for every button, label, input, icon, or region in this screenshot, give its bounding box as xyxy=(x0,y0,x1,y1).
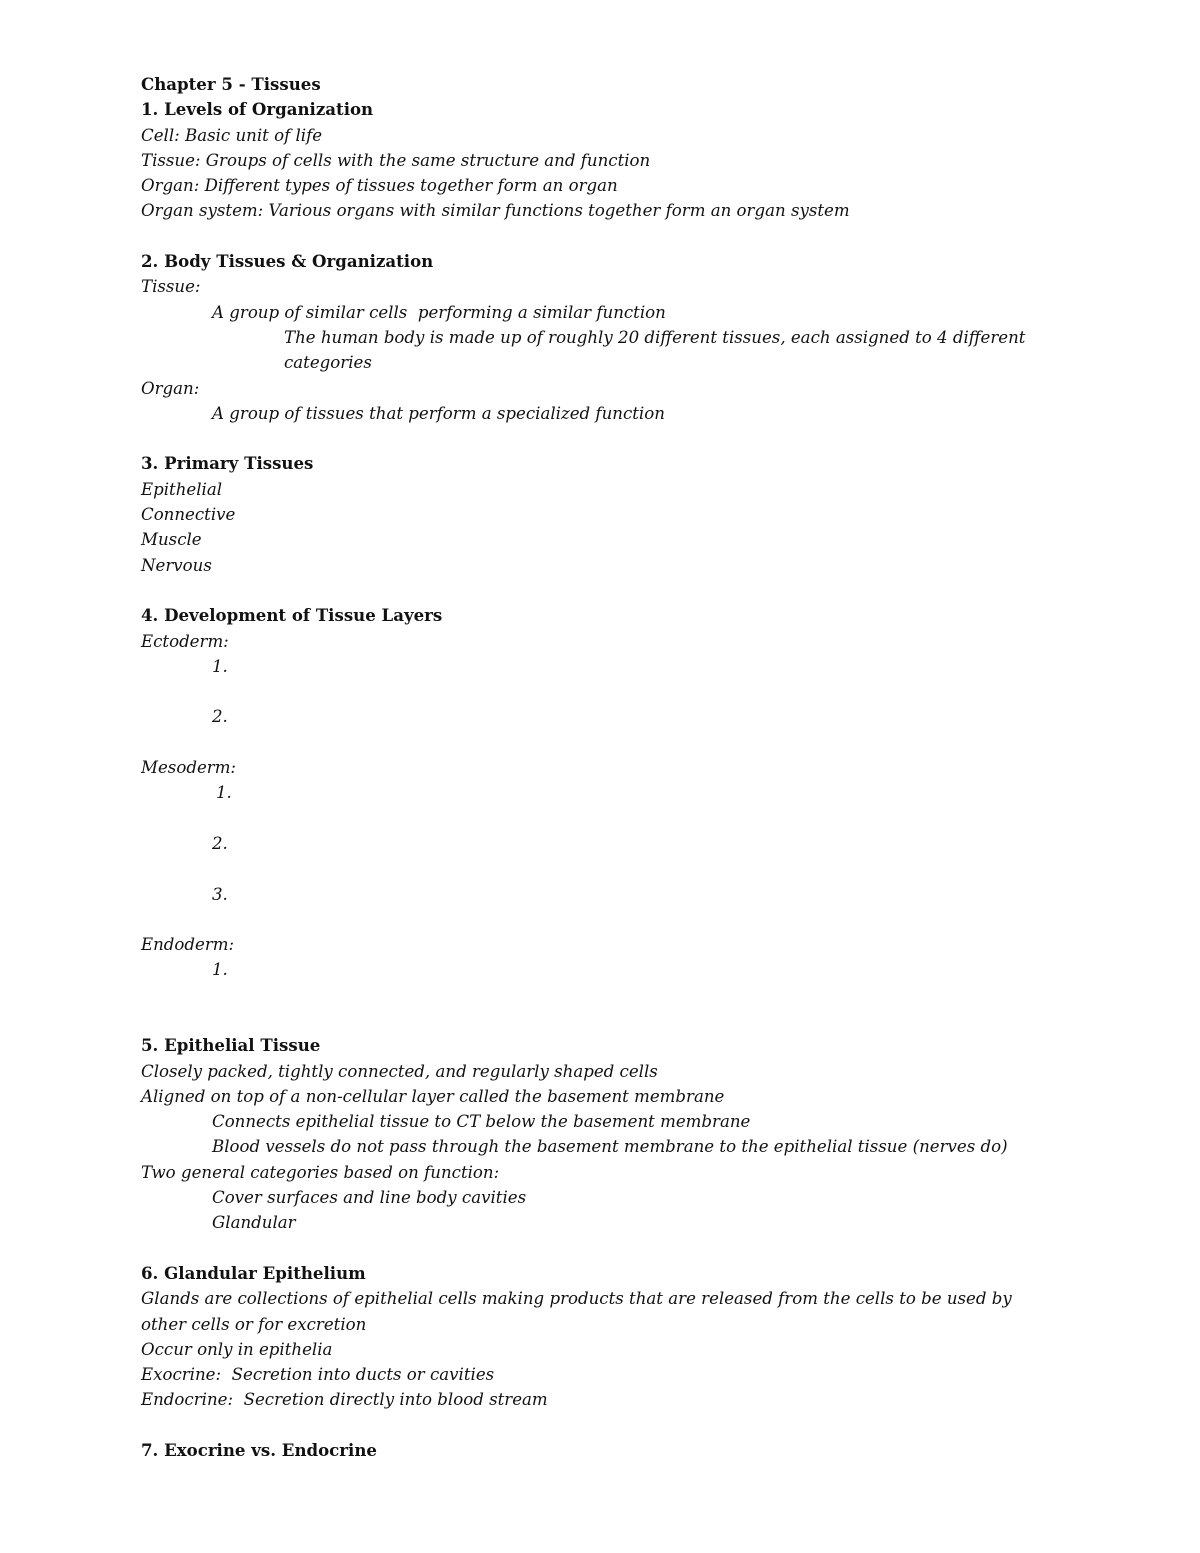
tissue-note-line: categories xyxy=(284,353,372,373)
ectoderm-label: Ectoderm: xyxy=(141,631,229,651)
section-heading-tissue-layers: 4. Development of Tissue Layers xyxy=(141,605,443,626)
blank-line xyxy=(141,806,1181,831)
endoderm-item: 1. xyxy=(212,960,228,980)
mesoderm-item: 2. xyxy=(212,833,228,853)
primary-tissue-item: Muscle xyxy=(141,530,202,550)
section-heading-glandular-epithelium: 6. Glandular Epithelium xyxy=(141,1262,366,1283)
organ-label: Organ: xyxy=(141,378,200,398)
document-content xyxy=(141,72,1181,1463)
tissue-label: Tissue: xyxy=(141,277,201,297)
endoderm-label: Endoderm: xyxy=(141,935,235,955)
section-heading-body-tissues: 2. Body Tissues & Organization xyxy=(141,251,434,272)
blank-line xyxy=(141,1413,1181,1438)
blank-line xyxy=(141,679,1181,704)
blank-line xyxy=(141,578,1181,603)
basement-membrane-note: Blood vessels do not pass through the basement membrane to the epithelial tissue (nerves do) xyxy=(212,1137,1008,1157)
blank-line xyxy=(141,1236,1181,1261)
tissue-definition: A group of similar cells performing a similar function xyxy=(212,302,666,322)
level-tissue: Tissue: Groups of cells with the same structure and function xyxy=(141,150,651,170)
level-cell: Cell: Basic unit of life xyxy=(141,125,323,145)
occur-line: Occur only in epithelia xyxy=(141,1339,333,1359)
ectoderm-item: 2. xyxy=(212,707,228,727)
mesoderm-label: Mesoderm: xyxy=(141,758,237,778)
endocrine-line: Endocrine: Secretion directly into blood stream xyxy=(141,1390,548,1410)
category-item: Cover surfaces and line body cavities xyxy=(212,1188,527,1208)
section-heading-exocrine-vs-endocrine: 7. Exocrine vs. Endocrine xyxy=(141,1440,377,1461)
mesoderm-item: 3. xyxy=(212,884,228,904)
level-organ: Organ: Different types of tissues together form an organ xyxy=(141,176,618,196)
category-item: Glandular xyxy=(212,1213,296,1233)
categories-label: Two general categories based on function: xyxy=(141,1162,500,1182)
primary-tissue-item: Epithelial xyxy=(141,479,223,499)
epithelial-line: Closely packed, tightly connected, and regularly shaped cells xyxy=(141,1061,658,1081)
organ-definition: A group of tissues that perform a specialized function xyxy=(212,403,665,423)
blank-line xyxy=(141,907,1181,932)
glands-line: other cells or for excretion xyxy=(141,1314,367,1334)
blank-line xyxy=(141,224,1181,249)
primary-tissue-item: Nervous xyxy=(141,555,212,575)
ectoderm-item: 1. xyxy=(212,656,228,676)
tissue-note-line: The human body is made up of roughly 20 different tissues, each assigned to 4 different xyxy=(284,327,1026,347)
glands-line: Glands are collections of epithelial cells making products that are released from the cells to be used by xyxy=(141,1289,1012,1309)
blank-line xyxy=(141,983,1181,1008)
blank-line xyxy=(141,426,1181,451)
blank-line xyxy=(141,1008,1181,1033)
section-heading-primary-tissues: 3. Primary Tissues xyxy=(141,453,314,474)
exocrine-line: Exocrine: Secretion into ducts or cavities xyxy=(141,1365,495,1385)
section-heading-levels-of-organization: 1. Levels of Organization xyxy=(141,99,374,120)
chapter-title: Chapter 5 - Tissues xyxy=(141,74,321,94)
level-organ-system: Organ system: Various organs with similar functions together form an organ system xyxy=(141,201,850,221)
blank-line xyxy=(141,730,1181,755)
basement-membrane-note: Connects epithelial tissue to CT below the basement membrane xyxy=(212,1112,751,1132)
blank-line xyxy=(141,856,1181,881)
epithelial-line: Aligned on top of a non-cellular layer called the basement membrane xyxy=(141,1086,725,1106)
section-heading-epithelial-tissue: 5. Epithelial Tissue xyxy=(141,1035,321,1056)
primary-tissue-item: Connective xyxy=(141,505,236,525)
mesoderm-item: 1. xyxy=(216,783,232,803)
